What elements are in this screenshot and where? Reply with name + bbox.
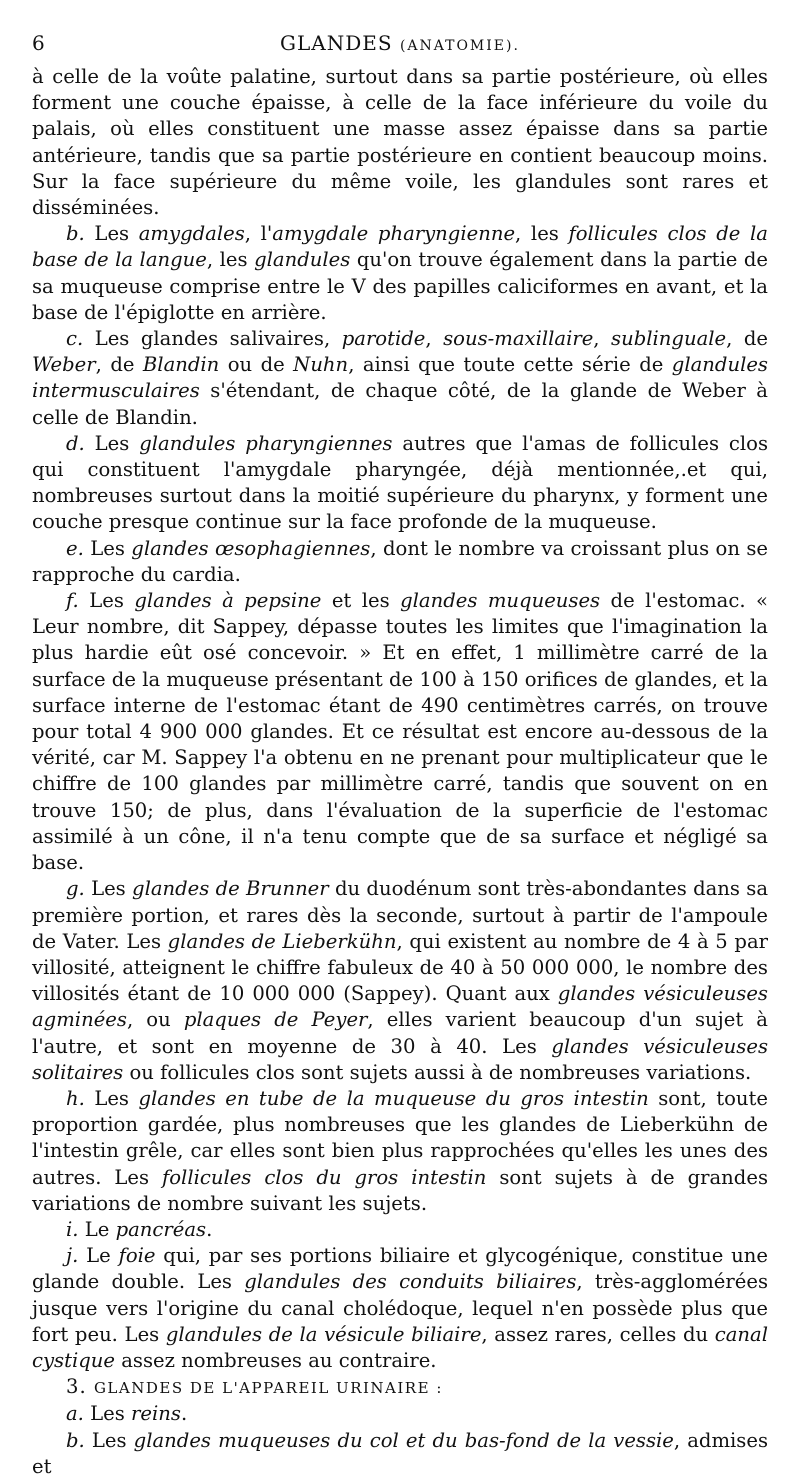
enumeration-letter: g.	[66, 877, 85, 901]
enumeration-letter: j.	[66, 1244, 79, 1268]
paragraph-i: i. Le pancréas.	[66, 1217, 213, 1241]
running-title	[32, 28, 768, 61]
section-number: 3.	[66, 1375, 87, 1399]
paragraph-a-urinaire: a. Les reins.	[66, 1402, 188, 1426]
enumeration-letter: d.	[66, 431, 85, 455]
section-label: GLANDES DE L'APPAREIL URINAIRE :	[93, 1379, 443, 1398]
running-title-main: GLANDES	[280, 31, 393, 55]
paragraph-b-urinaire: b. Les glandes muqueuses du col et du bas-fond de la vessie, admises et	[32, 1428, 769, 1478]
paragraph-h: h. Les glandes en tube de la muqueuse du gros intestin sont, toute proportion gardée, plus nombreuses que les glandes de Lieberkühn de l'intestin grêle, car elles sont bien plus rapprochées qu'elles les unes des autres. Les follicules clos du gros intestin sont sujets à de grandes variations de nombre suivant les sujets.	[32, 1086, 768, 1215]
page-number: 6	[32, 31, 45, 55]
paragraph-c: c. Les glandes salivaires, parotide, sous-maxillaire, sublinguale, de Weber, de Blandin ou de Nuhn, ainsi que toute cette série de glandules intermusculaires s'étendant, de chaque côté, de la glande de Weber à celle de Blandin.	[32, 327, 768, 429]
paragraph-continuation: à celle de la voûte palatine, surtout dans sa partie postérieure, où elles forment une couche épaisse, à celle de la face inférieure du voile du palais, où elles constituent une masse assez épaisse dans sa partie antérieure, tandis que sa partie postérieure en contient beaucoup moins. Sur la face supérieure du même voile, les glandules sont rares et disséminées.	[32, 65, 768, 220]
page-header	[32, 28, 768, 58]
paragraph-d: d. Les glandules pharyngiennes autres que l'amas de follicules clos qui constituent l'amygdale pharyngée, déjà mentionnée,.et qui, nombreuses surtout dans la moitié supérieure du pharynx, y forment une couche presque continue sur la face profonde de la muqueuse.	[32, 431, 768, 534]
enumeration-letter: f.	[66, 589, 79, 613]
enumeration-letter: b.	[66, 222, 85, 246]
paragraph-j: j. Le foie qui, par ses portions biliaire et glycogénique, constitue une glande double. Les glandules des conduits biliaires, très-agglomérées jusque vers l'origine du canal cholédoque, lequel n'en possède plus que fort peu. Les glandules de la vésicule biliaire, assez rares, celles du canal cystique assez nombreuses au contraire.	[32, 1244, 769, 1372]
paragraph-g: g. Les glandes de Brunner du duodénum sont très-abondantes dans sa première portion, et rares dès la seconde, surtout à partir de l'ampoule de Vater. Les glandes de Lieberkühn, qui existent au nombre de 4 à 5 par villosité, atteignent le chiffre fabuleux de 40 à 50 000 000, le nombre des villosités étant de 10 000 000 (Sappey). Quant aux glandes vésiculeuses agminées, ou plaques de Peyer, elles varient beaucoup d'un sujet à l'autre, et sont en moyenne de 30 à 40. Les glandes vésiculeuses solitaires ou follicules clos sont sujets aussi à de nombreuses variations.	[32, 877, 768, 1084]
enumeration-letter: h.	[66, 1086, 85, 1110]
body-text	[32, 64, 768, 1480]
section-heading	[32, 1374, 768, 1401]
enumeration-letter: a.	[66, 1402, 84, 1426]
running-title-sub: (ANATOMIE).	[399, 38, 520, 54]
paragraph-b: b. Les amygdales, l'amygdale pharyngienne, les follicules clos de la base de la langue, les glandules qu'on trouve également dans la partie de sa muqueuse comprise entre le V des papilles caliciformes en avant, et la base de l'épiglotte en arrière.	[32, 222, 768, 324]
enumeration-letter: i.	[66, 1217, 79, 1241]
enumeration-letter: b.	[66, 1428, 85, 1452]
paragraph-f: f. Les glandes à pepsine et les glandes muqueuses de l'estomac. « Leur nombre, dit Sappey, dépasse toutes les limites que l'imagination la plus hardie eût osé concevoir. » Et en effet, 1 millimètre carré de la surface de la muqueuse présentant de 100 à 150 orifices de glandes, et la surface interne de l'estomac étant de 490 centimètres carrés, on trouve pour total 4 900 000 glandes. Et ce résultat est encore au-dessous de la vérité, car M. Sappey l'a obtenu en ne prenant pour multiplicateur que le chiffre de 100 glandes par millimètre carré, tandis que souvent on en trouve 150; de plus, dans l'évaluation de la superficie de l'estomac assimilé à un cône, il n'a tenu compte que de sa surface et négligé sa base.	[32, 589, 768, 875]
paragraph-e: e. Les glandes œsophagiennes, dont le nombre va croissant plus on se rapproche du cardia.	[32, 536, 768, 586]
enumeration-letter: e.	[66, 536, 84, 560]
enumeration-letter: c.	[66, 327, 84, 351]
